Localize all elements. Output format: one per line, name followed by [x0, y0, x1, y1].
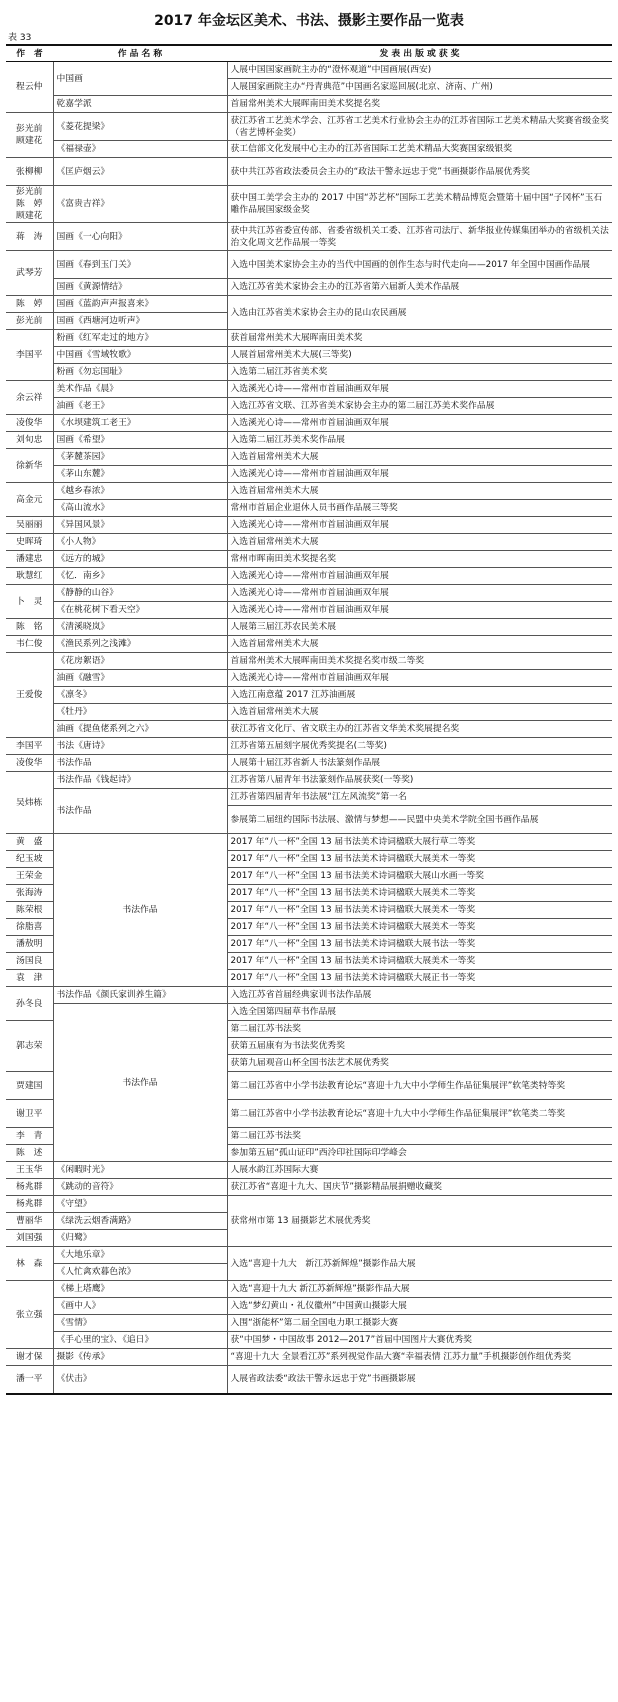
table-row — [6, 1162, 612, 1179]
work-name-cell: 中国画 — [53, 62, 227, 96]
author-cell: 吴丽丽 — [6, 517, 53, 534]
publication-award-cell: 首届常州美术大展晖南田美术奖提名奖市级二等奖 — [227, 653, 612, 670]
work-name-cell: 《水坝建筑工老王》 — [53, 415, 227, 432]
author-cell: 余云祥 — [6, 381, 53, 415]
publication-award-cell: 入选溪光心诗——常州市首届油画双年展 — [227, 568, 612, 585]
author-cell: 汤国良 — [6, 953, 53, 970]
table-row — [6, 415, 612, 432]
author-cell: 凌俊华 — [6, 755, 53, 772]
table-row — [6, 347, 612, 364]
table-row — [6, 1315, 612, 1332]
author-cell: 卜 灵 — [6, 585, 53, 619]
publication-award-cell: 获第五届康有为书法奖优秀奖 — [227, 1038, 612, 1055]
works-table — [6, 44, 612, 1395]
author-cell: 彭光前 陈 婷 顾建花 — [6, 186, 53, 223]
author-cell: 蒋 涛 — [6, 223, 53, 251]
table-row — [6, 755, 612, 772]
publication-award-cell: 江苏省第五届刻字展优秀奖提名(二等奖) — [227, 738, 612, 755]
publication-award-cell: 2017 年“八一杯”全国 13 届书法美术诗词楹联大展书法一等奖 — [227, 936, 612, 953]
author-cell: 纪玉坡 — [6, 851, 53, 868]
work-name-cell: 中国画《雪域牧歌》 — [53, 347, 227, 364]
work-name-cell: 《大地乐章》 — [53, 1247, 227, 1264]
author-cell: 袁 津 — [6, 970, 53, 987]
work-name-cell: 书法作品 — [53, 755, 227, 772]
publication-award-cell: 江苏省第四届青年书法展“江左风流奖”第一名 — [227, 789, 612, 806]
publication-award-cell: 常州市首届企业退休人员书画作品展三等奖 — [227, 500, 612, 517]
publication-award-cell: 入选中国美术家协会主办的当代中国画的创作生态与时代走向——2017 年全国中国画作品展 — [227, 251, 612, 279]
work-name-cell: 《异国风景》 — [53, 517, 227, 534]
work-name-cell: 国画《春到玉门关》 — [53, 251, 227, 279]
table-row — [6, 186, 612, 223]
work-name-cell: 国画《希望》 — [53, 432, 227, 449]
work-name-cell: 《远方的城》 — [53, 551, 227, 568]
author-cell: 耿慧红 — [6, 568, 53, 585]
publication-award-cell: 参展第二届纽约国际书法展、激情与梦想——民盟中央美术学院全国书画作品展 — [227, 806, 612, 834]
work-name-cell: 油画《老王》 — [53, 398, 227, 415]
table-row — [6, 432, 612, 449]
author-cell: 贾建国 — [6, 1072, 53, 1100]
author-cell: 刘国强 — [6, 1230, 53, 1247]
work-name-cell: 《高山流水》 — [53, 500, 227, 517]
table-row — [6, 704, 612, 721]
table-row — [6, 1179, 612, 1196]
table-row — [6, 1196, 612, 1213]
publication-award-cell: 获第九届观音山杯全国书法艺术展优秀奖 — [227, 1055, 612, 1072]
work-name-cell: 美术作品《晨》 — [53, 381, 227, 398]
table-header-row — [6, 45, 612, 62]
publication-award-cell: 获中国工美学会主办的 2017 中国“苏艺杯”国际工艺美术精品博览会暨第十届中国“子冈杯”玉石雕作品展国家级金奖 — [227, 186, 612, 223]
publication-award-cell: 入选第二届江苏美术奖作品展 — [227, 432, 612, 449]
work-name-cell: 《菱花提梁》 — [53, 113, 227, 141]
author-cell: 陈荣根 — [6, 902, 53, 919]
work-name-cell: 《跳动的音符》 — [53, 1179, 227, 1196]
table-number: 表 33 — [8, 33, 32, 43]
publication-award-cell: 2017 年“八一杯”全国 13 届书法美术诗词楹联大展行草二等奖 — [227, 834, 612, 851]
author-cell: 程云仲 — [6, 62, 53, 113]
author-cell: 杨兆群 — [6, 1179, 53, 1196]
table-row — [6, 113, 612, 141]
work-name-cell: 《手心里的宝》、《追日》 — [53, 1332, 227, 1349]
author-cell: 陈 婷 — [6, 296, 53, 313]
publication-award-cell: 入选首届常州美术大展 — [227, 483, 612, 500]
work-name-cell: 油画《融雪》 — [53, 670, 227, 687]
publication-award-cell: 2017 年“八一杯”全国 13 届书法美术诗词楹联大展山水画一等奖 — [227, 868, 612, 885]
publication-award-cell: 入选溪光心诗——常州市首届油画双年展 — [227, 602, 612, 619]
work-name-cell: 《绿洗云烟香满路》 — [53, 1213, 227, 1230]
publication-award-cell: 入围“浙能杯”第二届全国电力职工摄影大赛 — [227, 1315, 612, 1332]
table-row — [6, 330, 612, 347]
author-cell: 武琴芳 — [6, 251, 53, 296]
publication-award-cell: 入选溪光心诗——常州市首届油画双年展 — [227, 415, 612, 432]
work-name-cell: 《清溪晓岚》 — [53, 619, 227, 636]
publication-award-cell: 入选首届常州美术大展 — [227, 449, 612, 466]
author-cell: 谢才保 — [6, 1349, 53, 1366]
table-row — [6, 585, 612, 602]
work-name-cell: 书法作品 — [53, 834, 227, 987]
author-cell: 韦仁俊 — [6, 636, 53, 653]
work-name-cell: 书法作品《颜氏家训养生篇》 — [53, 987, 227, 1004]
publication-award-cell: 入选溪光心诗——常州市首届油画双年展 — [227, 381, 612, 398]
publication-award-cell: 入选首届常州美术大展 — [227, 636, 612, 653]
author-cell: 高金元 — [6, 483, 53, 517]
publication-award-cell: “喜迎十九大 全景看江苏”系列视觉作品大赛“幸福表情 江苏力量”手机摄影创作组优秀奖 — [227, 1349, 612, 1366]
author-cell: 张海涛 — [6, 885, 53, 902]
author-cell: 李 青 — [6, 1128, 53, 1145]
work-name-cell: 《人忙禽欢暮色浓》 — [53, 1264, 227, 1281]
work-name-cell: 《福禄壶》 — [53, 141, 227, 158]
table-row — [6, 158, 612, 186]
work-name-cell: 《花房絮语》 — [53, 653, 227, 670]
publication-award-cell: 2017 年“八一杯”全国 13 届书法美术诗词楹联大展正书一等奖 — [227, 970, 612, 987]
author-cell: 王爱俊 — [6, 653, 53, 738]
work-name-cell: 《忆．南乡》 — [53, 568, 227, 585]
work-name-cell: 粉画《勿忘国耻》 — [53, 364, 227, 381]
publication-award-cell: 常州市晖南田美术奖提名奖 — [227, 551, 612, 568]
author-cell: 张立强 — [6, 1281, 53, 1349]
author-cell: 王玉华 — [6, 1162, 53, 1179]
publication-award-cell: 入选江南意蕴 2017 江苏油画展 — [227, 687, 612, 704]
table-row — [6, 602, 612, 619]
author-cell: 王荣金 — [6, 868, 53, 885]
author-cell: 陈 铭 — [6, 619, 53, 636]
author-cell: 谢卫平 — [6, 1100, 53, 1128]
work-name-cell: 国画《黄源情结》 — [53, 279, 227, 296]
author-cell: 史晖琦 — [6, 534, 53, 551]
publication-award-cell: 第二届江苏省中小学书法教育论坛“喜迎十九大中小学师生作品征集展评”软笔类特等奖 — [227, 1072, 612, 1100]
work-name-cell: 国画《西塘河边听声》 — [53, 313, 227, 330]
page-title: 2017 年金坛区美术、书法、摄影主要作品一览表 — [154, 13, 464, 29]
author-cell: 李国平 — [6, 738, 53, 755]
author-cell: 李国平 — [6, 330, 53, 381]
publication-award-cell: 入选首届常州美术大展 — [227, 534, 612, 551]
work-name-cell: 书法作品 — [53, 1004, 227, 1162]
header-work-name: 作 品 名 称 — [53, 45, 227, 62]
work-name-cell: 《茅麓茶园》 — [53, 449, 227, 466]
publication-award-cell: 获中共江苏省政法委员会主办的“政法干警永远忠于党”书画摄影作品展优秀奖 — [227, 158, 612, 186]
publication-award-cell: 获江苏省工艺美术学会、江苏省工艺美术行业协会主办的江苏省国际工艺美术精品大奖赛省级金奖（省艺博杯金奖） — [227, 113, 612, 141]
table-row — [6, 534, 612, 551]
table-row — [6, 987, 612, 1004]
author-cell: 刘旬忠 — [6, 432, 53, 449]
work-name-cell: 《梯上塔鹰》 — [53, 1281, 227, 1298]
table-row — [6, 279, 612, 296]
author-cell: 张柳柳 — [6, 158, 53, 186]
publication-award-cell: 人展第十届江苏省新人书法篆刻作品展 — [227, 755, 612, 772]
table-row — [6, 251, 612, 279]
table-row — [6, 483, 612, 500]
author-cell: 彭光前 顾建花 — [6, 113, 53, 158]
table-row — [6, 398, 612, 415]
publication-award-cell: 入选“喜迎十九大 新江苏新辉煌”摄影作品大展 — [227, 1281, 612, 1298]
table-row — [6, 141, 612, 158]
work-name-cell: 《凛冬》 — [53, 687, 227, 704]
author-cell: 林 森 — [6, 1247, 53, 1281]
publication-award-cell: 入选江苏省美术家协会主办的江苏省第六届新人美术作品展 — [227, 279, 612, 296]
publication-award-cell: 获“中国梦・中国故事 2012—2017”首届中国图片大赛优秀奖 — [227, 1332, 612, 1349]
author-cell: 郭志荣 — [6, 1021, 53, 1072]
table-row — [6, 381, 612, 398]
publication-award-cell: 入选江苏省首届经典家训书法作品展 — [227, 987, 612, 1004]
work-name-cell: 《茅山东麓》 — [53, 466, 227, 483]
author-cell: 凌俊华 — [6, 415, 53, 432]
table-row — [6, 1332, 612, 1349]
author-cell: 徐新华 — [6, 449, 53, 483]
work-name-cell: 《画中人》 — [53, 1298, 227, 1315]
publication-award-cell: 获常州市第 13 届摄影艺术展优秀奖 — [227, 1196, 612, 1247]
publication-award-cell: 2017 年“八一杯”全国 13 届书法美术诗词楹联大展美术一等奖 — [227, 851, 612, 868]
publication-award-cell: 人展首届常州美术大展(三等奖) — [227, 347, 612, 364]
publication-award-cell: 入选“梦幻黄山・礼仪徽州”中国黄山摄影大展 — [227, 1298, 612, 1315]
table-body — [6, 62, 612, 1394]
work-name-cell: 《闲暇时光》 — [53, 1162, 227, 1179]
publication-award-cell: 获江苏省“喜迎十九大、国庆节”摄影精品展捐赠收藏奖 — [227, 1179, 612, 1196]
header-publication-award: 发 表 出 版 或 获 奖 — [227, 45, 612, 62]
table-row — [6, 738, 612, 755]
work-name-cell: 书法作品《钱起诗》 — [53, 772, 227, 789]
publication-award-cell: 入选溪光心诗——常州市首届油画双年展 — [227, 670, 612, 687]
publication-award-cell: 2017 年“八一杯”全国 13 届书法美术诗词楹联大展美术一等奖 — [227, 953, 612, 970]
author-cell: 陈 述 — [6, 1145, 53, 1162]
table-row — [6, 223, 612, 251]
table-row — [6, 364, 612, 381]
publication-award-cell: 第二届江苏省中小学书法教育论坛“喜迎十九大中小学师生作品征集展评”软笔类二等奖 — [227, 1100, 612, 1128]
table-row — [6, 500, 612, 517]
publication-award-cell: 人展中国国家画院主办的“澄怀观道”中国画展(西安) — [227, 62, 612, 79]
table-row — [6, 721, 612, 738]
author-cell: 吴炜栋 — [6, 772, 53, 834]
work-name-cell: 书法作品 — [53, 789, 227, 834]
author-cell: 潘建忠 — [6, 551, 53, 568]
work-name-cell: 《伏击》 — [53, 1366, 227, 1394]
publication-award-cell: 入选溪光心诗——常州市首届油画双年展 — [227, 517, 612, 534]
publication-award-cell: 入选由江苏省美术家协会主办的昆山农民画展 — [227, 296, 612, 330]
work-name-cell: 《静静的山谷》 — [53, 585, 227, 602]
header-author: 作 者 — [6, 45, 53, 62]
publication-award-cell: 2017 年“八一杯”全国 13 届书法美术诗词楹联大展美术一等奖 — [227, 902, 612, 919]
work-name-cell: 《守望》 — [53, 1196, 227, 1213]
table-row — [6, 517, 612, 534]
publication-award-cell: 入选全国第四届草书作品展 — [227, 1004, 612, 1021]
work-name-cell: 《牡丹》 — [53, 704, 227, 721]
author-cell: 曹丽华 — [6, 1213, 53, 1230]
work-name-cell: 《在桃花树下看天空》 — [53, 602, 227, 619]
author-cell: 徐脂喜 — [6, 919, 53, 936]
publication-award-cell: 入选溪光心诗——常州市首届油画双年展 — [227, 466, 612, 483]
table-row — [6, 636, 612, 653]
work-name-cell: 《雪情》 — [53, 1315, 227, 1332]
table-row — [6, 449, 612, 466]
work-name-cell: 国画《一心向阳》 — [53, 223, 227, 251]
publication-award-cell: 人展水韵江苏国际大赛 — [227, 1162, 612, 1179]
table-row — [6, 466, 612, 483]
author-cell: 黄 盛 — [6, 834, 53, 851]
table-row — [6, 619, 612, 636]
table-row — [6, 1247, 612, 1264]
publication-award-cell: 第二届江苏书法奖 — [227, 1128, 612, 1145]
work-name-cell: 摄影《传承》 — [53, 1349, 227, 1366]
work-name-cell: 《归鹭》 — [53, 1230, 227, 1247]
work-name-cell: 《富贵吉祥》 — [53, 186, 227, 223]
author-cell: 杨兆群 — [6, 1196, 53, 1213]
author-cell: 孙冬良 — [6, 987, 53, 1021]
table-row — [6, 96, 612, 113]
author-cell: 彭光前 — [6, 313, 53, 330]
author-cell: 潘敖明 — [6, 936, 53, 953]
table-row — [6, 1004, 612, 1021]
publication-award-cell: 首届常州美术大展晖南田美术奖提名奖 — [227, 96, 612, 113]
work-name-cell: 油画《提鱼佬系列之六》 — [53, 721, 227, 738]
work-name-cell: 《匡庐烟云》 — [53, 158, 227, 186]
table-row — [6, 1349, 612, 1366]
publication-award-cell: 入选第二届江苏省美术奖 — [227, 364, 612, 381]
table-row — [6, 568, 612, 585]
table-row — [6, 1298, 612, 1315]
table-row — [6, 62, 612, 79]
publication-award-cell: 入选“喜迎十九大 新江苏新辉煌”摄影作品大展 — [227, 1247, 612, 1281]
publication-award-cell: 人展省政法委“政法干警永远忠于党”书画摄影展 — [227, 1366, 612, 1394]
publication-award-cell: 第二届江苏书法奖 — [227, 1021, 612, 1038]
table-row — [6, 551, 612, 568]
work-name-cell: 《越乡春浓》 — [53, 483, 227, 500]
work-name-cell: 书法《唐诗》 — [53, 738, 227, 755]
table-row — [6, 653, 612, 670]
table-row — [6, 772, 612, 789]
publication-award-cell: 入选首届常州美术大展 — [227, 704, 612, 721]
work-name-cell: 《渔民系列之浅滩》 — [53, 636, 227, 653]
publication-award-cell: 获中共江苏省委宣传部、省委省级机关工委、江苏省司法厅、新华报业传媒集团举办的省级机关法治文化周文艺作品展一等奖 — [227, 223, 612, 251]
publication-award-cell: 2017 年“八一杯”全国 13 届书法美术诗词楹联大展美术一等奖 — [227, 919, 612, 936]
author-cell: 潘一平 — [6, 1366, 53, 1394]
publication-award-cell: 获江苏省文化厅、省文联主办的江苏省文华美术奖展提名奖 — [227, 721, 612, 738]
publication-award-cell: 江苏省第八届青年书法篆刻作品展获奖(一等奖) — [227, 772, 612, 789]
table-row — [6, 1281, 612, 1298]
work-name-cell: 《小人物》 — [53, 534, 227, 551]
table-row — [6, 834, 612, 851]
publication-award-cell: 获首届常州美术大展晖南田美术奖 — [227, 330, 612, 347]
table-row — [6, 687, 612, 704]
table-row — [6, 670, 612, 687]
publication-award-cell: 参加第五届“孤山证印”西泠印社国际印学峰会 — [227, 1145, 612, 1162]
publication-award-cell: 入选江苏省文联、江苏省美术家协会主办的第二届江苏美术奖作品展 — [227, 398, 612, 415]
publication-award-cell: 人展第三届江苏农民美术展 — [227, 619, 612, 636]
table-row — [6, 789, 612, 806]
table-row — [6, 296, 612, 313]
work-name-cell: 乾嘉学派 — [53, 96, 227, 113]
table-row — [6, 1366, 612, 1394]
publication-award-cell: 人展国家画院主办“丹青典范”中国画名家巡回展(北京、济南、广州) — [227, 79, 612, 96]
publication-award-cell: 入选溪光心诗——常州市首届油画双年展 — [227, 585, 612, 602]
work-name-cell: 粉画《红军走过的地方》 — [53, 330, 227, 347]
work-name-cell: 国画《蓝韵声声报喜来》 — [53, 296, 227, 313]
publication-award-cell: 获工信部文化发展中心主办的江苏省国际工艺美术精品大奖赛国家级银奖 — [227, 141, 612, 158]
publication-award-cell: 2017 年“八一杯”全国 13 届书法美术诗词楹联大展美术二等奖 — [227, 885, 612, 902]
